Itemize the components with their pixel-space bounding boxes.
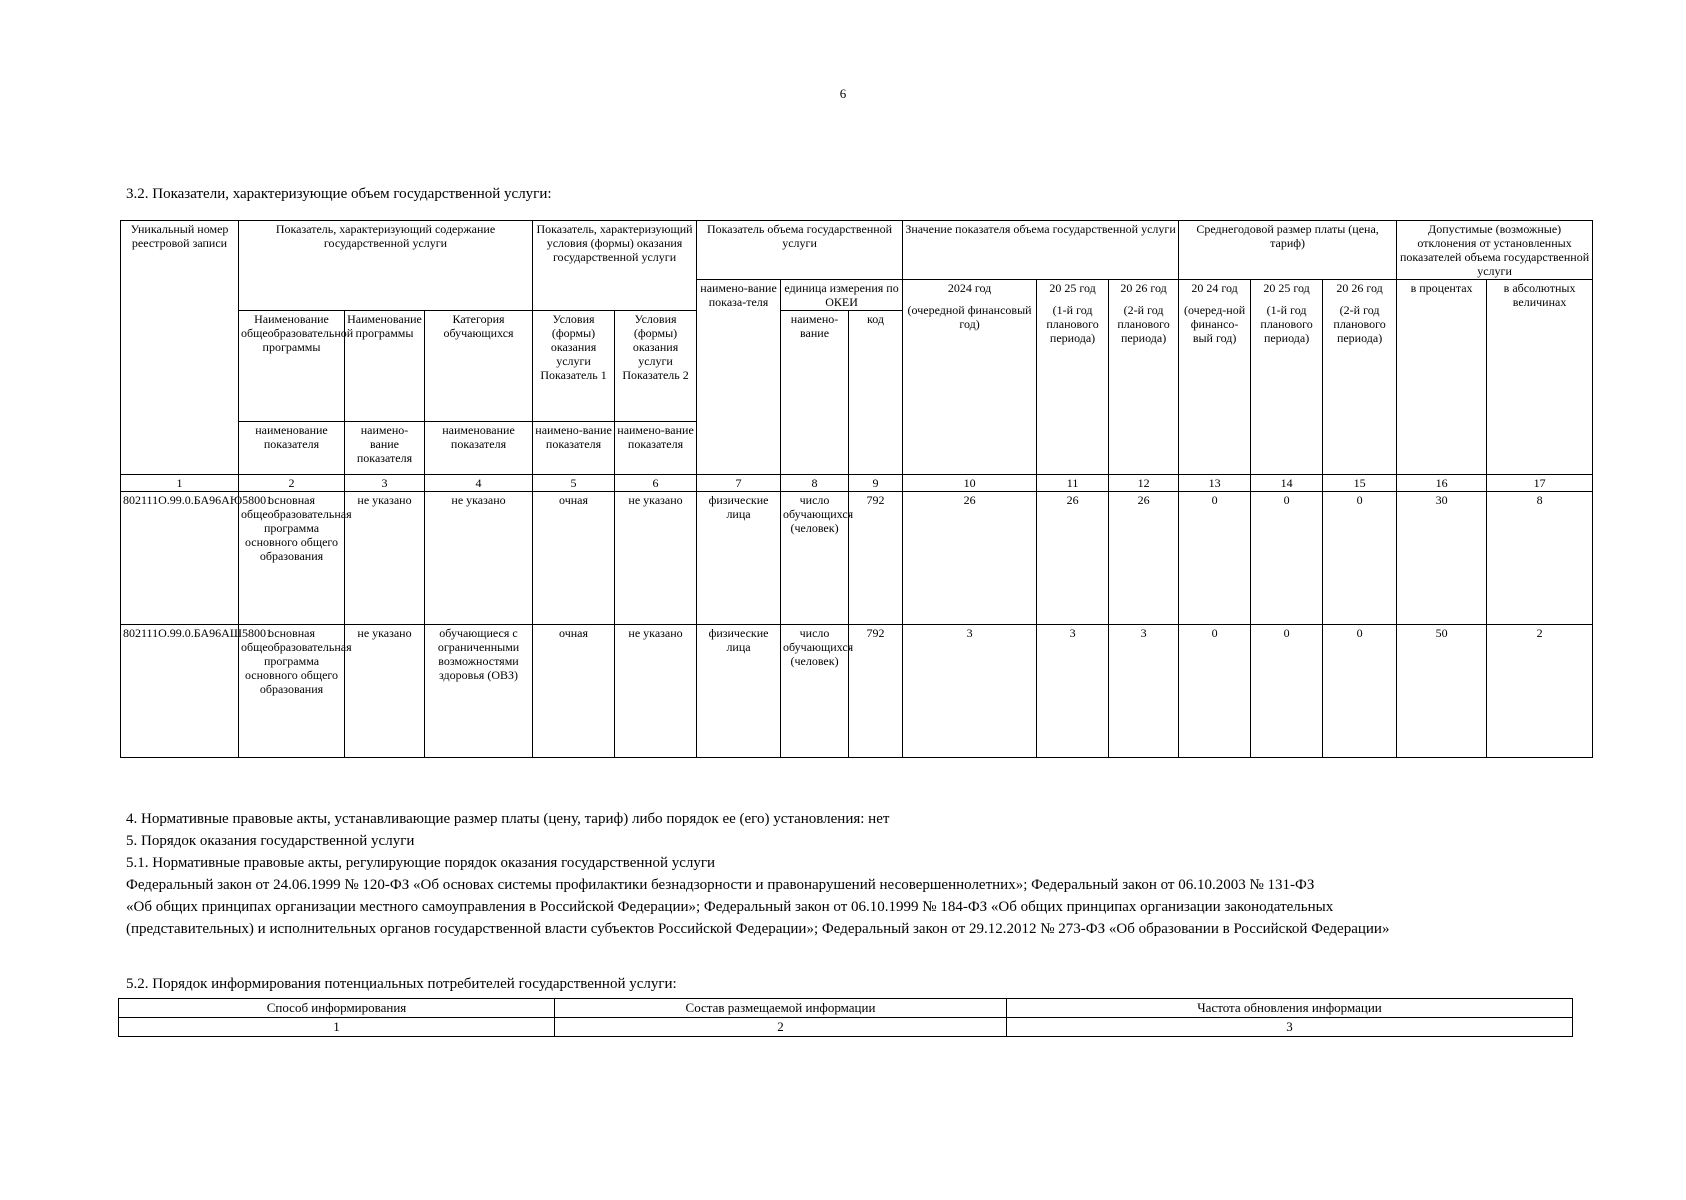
cell-fee-2025: 0 [1251,625,1323,758]
cell-percent: 50 [1397,625,1487,758]
cell-value-2024: 3 [903,625,1037,758]
cell-value-2025: 3 [1037,625,1109,758]
table-row [121,492,1593,625]
cell-category: обучающиеся с ограниченными возможностями здоровья (ОВЗ) [425,625,533,758]
year-2026-sub: (2-й год планового периода) [1117,303,1170,345]
line-4: 4. Нормативные правовые акты, устанавливающие размер платы (цену, тариф) либо порядок ее (его) установления: нет [126,811,890,827]
header-year-2025 [1037,280,1109,475]
header-program: Наименование программы [345,311,425,422]
cell-value-2025: 26 [1037,492,1109,625]
year-2024-label: 2024 год [947,281,992,295]
header-absolute: в абсолютных величинах [1487,280,1593,475]
header-indicator-name-3: наимено-вание показателя [345,422,425,475]
cell-code: 792 [849,492,903,625]
header-unit-name: наимено-вание [781,311,849,475]
cell-indicator: физические лица [697,625,781,758]
cell-program2: не указано [345,625,425,758]
cell-fee-2024: 0 [1179,492,1251,625]
cell-absolute: 8 [1487,492,1593,625]
header-fee: Среднегодовой размер платы (цена, тариф) [1179,221,1397,280]
cell-percent: 30 [1397,492,1487,625]
law-line-3: (представительных) и исполнительных органов государственной власти субъектов Российской Федерации»; Федеральный закон от 29.12.2012 № 273-ФЗ «Об образовании в Российской Федерации» [126,921,1390,937]
cell-program2: не указано [345,492,425,625]
column-number: 2 [239,475,345,492]
column-number: 7 [697,475,781,492]
cell-absolute: 2 [1487,625,1593,758]
fee-2025-label: 20 25 год [1263,281,1310,295]
cell-condition-2: не указано [615,492,697,625]
cell-condition-1: очная [533,625,615,758]
column-number: 8 [781,475,849,492]
header-indicator-name-6: наимено-вание показателя [615,422,697,475]
column-number: 9 [849,475,903,492]
info-number-row [119,1018,1573,1037]
law-list [126,874,1586,940]
header-content: Показатель, характеризующий содержание государственной услуги [239,221,533,311]
header-deviation: Допустимые (возможные) отклонения от установленных показателей объема государственной услуги [1397,221,1593,280]
cell-fee-2024: 0 [1179,625,1251,758]
cell-condition-2: не указано [615,625,697,758]
column-number: 1 [121,475,239,492]
column-numbers-row [121,475,1593,492]
header-indicator-name-4: наименование показателя [425,422,533,475]
info-header-row [119,999,1573,1018]
header-volume: Показатель объема государственной услуги [697,221,903,280]
column-number: 12 [1109,475,1179,492]
table-row [121,625,1593,758]
column-number: 3 [345,475,425,492]
column-number: 5 [533,475,615,492]
info-header-frequency: Частота обновления информации [1007,999,1573,1018]
column-number: 16 [1397,475,1487,492]
info-number: 2 [555,1018,1007,1037]
cell-indicator: физические лица [697,492,781,625]
column-number: 17 [1487,475,1593,492]
section-title: 3.2. Показатели, характеризующие объем государственной услуги: [126,186,552,202]
cell-category: не указано [425,492,533,625]
cell-unit: число обучающихся (человек) [781,625,849,758]
line-5-1: 5.1. Нормативные правовые акты, регулирующие порядок оказания государственной услуги [126,855,716,871]
info-number: 3 [1007,1018,1573,1037]
page-number: 6 [839,86,847,101]
column-number: 11 [1037,475,1109,492]
info-number: 1 [119,1018,555,1037]
law-line-2: «Об общих принципах организации местного самоуправления в Российской Федерации»; Федеральный закон от 06.10.1999 № 184-ФЗ «Об общих принципах организации законодательных [126,899,1334,915]
column-number: 10 [903,475,1037,492]
header-value: Значение показателя объема государственной услуги [903,221,1179,280]
cell-fee-2026: 0 [1323,625,1397,758]
header-condition-1: Условия (формы) оказания услуги Показатель 1 [533,311,615,422]
header-fee-2025 [1251,280,1323,475]
cell-code: 792 [849,625,903,758]
header-year-2024 [903,280,1037,475]
cell-program: основная общеобразовательная программа основного общего образования [239,625,345,758]
informing-table [118,998,1573,1037]
header-indicator-name-5: наимено-вание показателя [533,422,615,475]
normative-text [126,808,1586,940]
cell-fee-2025: 0 [1251,492,1323,625]
year-2025-label: 20 25 год [1049,281,1096,295]
cell-program: основная общеобразовательная программа основного общего образования [239,492,345,625]
header-indicator-name-2: наименование показателя [239,422,345,475]
column-number: 13 [1179,475,1251,492]
cell-fee-2026: 0 [1323,492,1397,625]
cell-unit: число обучающихся (человек) [781,492,849,625]
cell-value-2024: 26 [903,492,1037,625]
header-program-name: Наименование общеобразовательной программы [239,311,345,422]
law-line-1: Федеральный закон от 24.06.1999 № 120-ФЗ «Об основах системы профилактики безнадзорности и правонарушений несовершеннолетних»; Федеральный закон от 06.10.2003 № 131-ФЗ [126,877,1315,893]
header-fee-2024 [1179,280,1251,475]
info-header-content: Состав размещаемой информации [555,999,1007,1018]
cell-value-2026: 26 [1109,492,1179,625]
column-number: 15 [1323,475,1397,492]
header-fee-2026 [1323,280,1397,475]
fee-2026-label: 20 26 год [1336,281,1383,295]
volume-indicators-table [120,220,1593,758]
cell-id: 802111О.99.0.БА96АШ58001 [121,625,239,758]
fee-2024-label: 20 24 год [1191,281,1238,295]
year-2024-sub: (очередной финансовый год) [907,303,1032,331]
cell-value-2026: 3 [1109,625,1179,758]
header-unit: единица измерения по ОКЕИ [781,280,903,311]
header-code: код [849,311,903,475]
year-2026-label: 20 26 год [1120,281,1167,295]
header-unique-number: Уникальный номер реестровой записи [121,221,239,475]
header-category: Категория обучающихся [425,311,533,422]
header-year-2026 [1109,280,1179,475]
cell-condition-1: очная [533,492,615,625]
header-conditions: Показатель, характеризующий условия (формы) оказания государственной услуги [533,221,697,311]
fee-2025-sub: (1-й год планового периода) [1260,303,1313,345]
header-indicator-name: наимено-вание показа-теля [697,280,781,475]
fee-2024-sub: (очеред-ной финансо-вый год) [1183,303,1246,345]
cell-id: 802111О.99.0.БА96АЮ58001 [121,492,239,625]
info-header-method: Способ информирования [119,999,555,1018]
info-title: 5.2. Порядок информирования потенциальных потребителей государственной услуги: [126,976,677,992]
column-number: 4 [425,475,533,492]
header-percent: в процентах [1397,280,1487,475]
header-condition-2: Условия (формы) оказания услуги Показатель 2 [615,311,697,422]
line-5: 5. Порядок оказания государственной услуги [126,833,415,849]
column-number: 6 [615,475,697,492]
year-2025-sub: (1-й год планового периода) [1046,303,1099,345]
fee-2026-sub: (2-й год планового периода) [1333,303,1386,345]
column-number: 14 [1251,475,1323,492]
